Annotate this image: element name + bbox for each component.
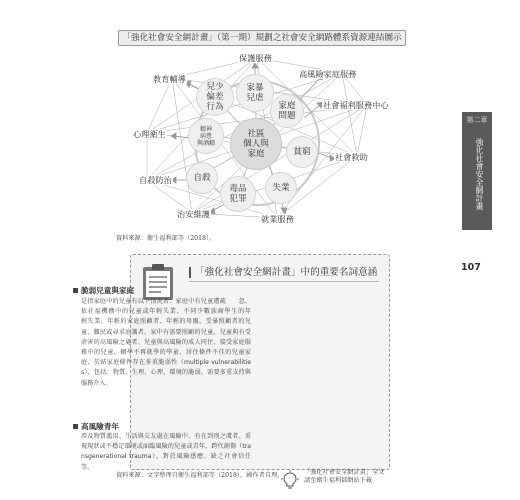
term-definition-vulnerable: 是指家庭中的兒童有以下情況者：家庭中有兒童遭疏 忽、依社福機構中的兒童或年輕失業、不同少數族裔學生的年 輕失業、年輕的家庭照顧者、年輕的母親、受暴照顧者的兒童、難民或尋求庇護者、家中有需要照顧的兒童、兒童與有受虐害的高風險之處者、兒童與高風險的成人同住、接受家庭服務中的兒童、輟學不再就學的學童、居住條件不佳的兒童家庭、於結家庭條件存在多重脆弱性（multiple vulnerabilities），包括：物質、生理、心理、環境的脆弱，需要多重支持與服務介入。 xyxy=(81,298,264,387)
node-suicide: 自殺 xyxy=(186,162,218,194)
terms-box xyxy=(81,254,390,471)
term-definition-high-risk-youth: 涉及物質濫用、生活與交友處在風險中、有在到刑之虞者、重視現狀或不穩定環境或面臨風險的兒童或青年、跨代創傷（transgenerational trauma），對於風險感應、缺乏社會信任等。 xyxy=(81,433,251,471)
download-note: 「強化社會安全網計畫」全文 請至衛生福利部網站下載 xyxy=(304,469,385,484)
term-vulnerable-children-families: 脆弱兒童與家庭 xyxy=(81,286,135,295)
chapter-number: 第二章 xyxy=(466,116,488,124)
bullet-icon xyxy=(73,288,78,293)
box-source: 資料來源：文字整理自衛生福利部等（2018），國作者自理。 xyxy=(116,472,284,479)
node-juvenile-deviant-behavior: 兒少 偏差 行為 xyxy=(196,78,234,116)
label-mental-health: 心理衛生 xyxy=(133,129,166,139)
terms-heading: 「強化社會安全網計畫」中的重要名詞意涵 xyxy=(189,264,379,282)
label-high-risk-family-services: 高風險家庭服務 xyxy=(299,69,357,79)
node-drugs-crime: 毒品 犯罪 xyxy=(220,176,256,212)
label-social-assistance: 社會救助 xyxy=(335,152,368,162)
page-number: 107 xyxy=(461,262,481,273)
label-social-welfare-center: 社會福利服務中心 xyxy=(323,100,389,110)
node-domestic-violence-child-abuse: 家暴 兒虐 xyxy=(236,74,274,112)
node-mental-illness-alcohol: 精神 病患 與酒癮 xyxy=(188,118,224,154)
clipboard-icon xyxy=(141,263,175,301)
chapter-title: 強化社會安全網計畫 xyxy=(475,138,484,210)
bullet-icon xyxy=(73,424,78,429)
label-suicide-prevention: 自殺防治 xyxy=(139,175,172,185)
node-poverty: 貧窮 xyxy=(286,136,318,168)
label-employment-services: 就業服務 xyxy=(261,214,294,224)
term-high-risk-youth: 高風險青年 xyxy=(81,422,119,431)
node-unemployment: 失業 xyxy=(265,172,297,204)
figure-source: 資料來源：衛生福利部等（2018）。 xyxy=(116,235,216,242)
resource-network-diagram xyxy=(112,48,412,228)
label-protection-services: 保護服務 xyxy=(239,53,272,63)
figure-title: 「強化社會安全網計畫」（第一期）規劃之社會安全網路體系資源連結圖示 xyxy=(118,30,406,46)
label-education-counseling: 教育輔導 xyxy=(153,74,186,84)
node-community-individual-family: 社區 個人與 家庭 xyxy=(230,118,282,170)
label-public-security: 治安維護 xyxy=(177,209,210,219)
chapter-tab xyxy=(462,112,492,230)
lightbulb-icon xyxy=(280,470,300,490)
node-family-problems: 家庭 問題 xyxy=(270,94,304,128)
